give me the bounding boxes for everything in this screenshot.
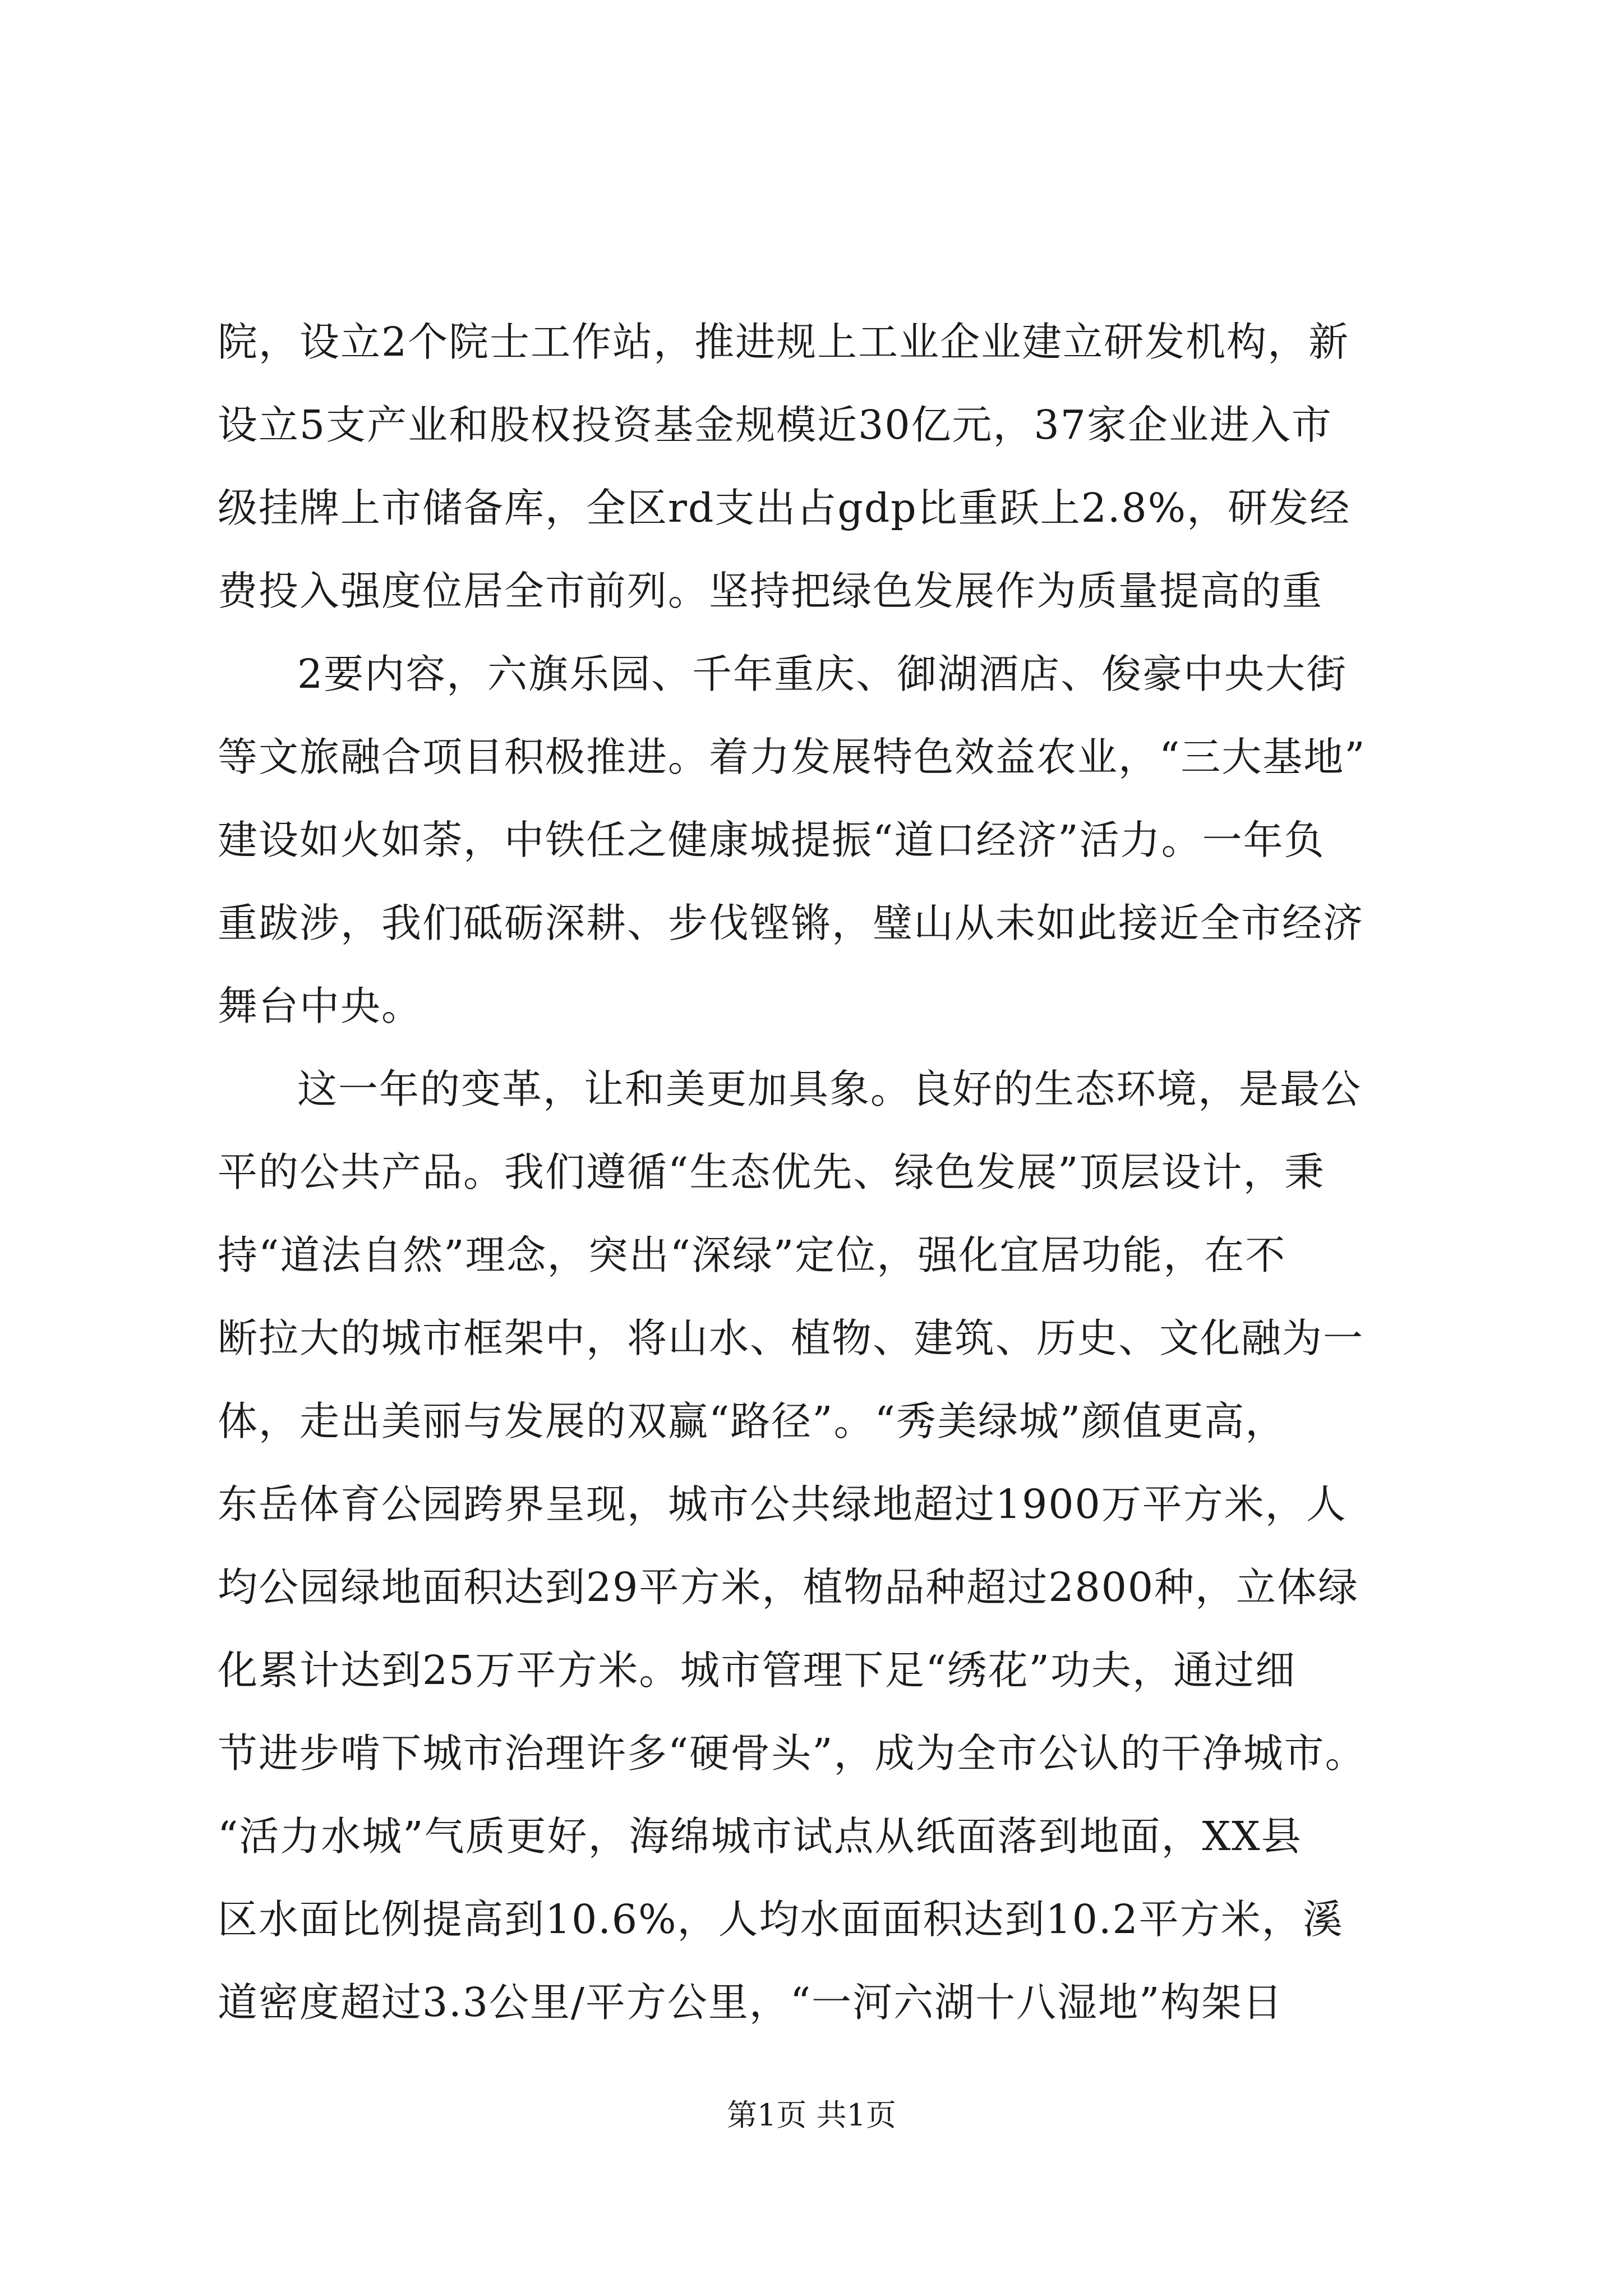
text-line: 建设如火如荼，中铁任之健康城提振“道口经济”活力。一年负 (218, 817, 1325, 863)
text-line: 化累计达到25万平方米。城市管理下足“绣花”功夫，通过细 (218, 1647, 1296, 1694)
text-line: 道密度超过3.3公里/平方公里，“一河六湖十八湿地”构架日 (218, 1979, 1284, 2026)
text-line: 等文旅融合项目积极推进。着力发展特色效益农业，“三大基地” (218, 734, 1366, 780)
text-line: 平的公共产品。我们遵循“生态优先、绿色发展”顶层设计，秉 (218, 1149, 1325, 1195)
text-line: 舞台中央。 (218, 983, 423, 1029)
text-line: “活力水城”气质更好，海绵城市试点从纸面落到地面，XX县 (218, 1813, 1302, 1860)
text-line: 东岳体育公园跨界呈现，城市公共绿地超过1900万平方米，人 (218, 1481, 1347, 1527)
text-line: 设立5支产业和股权投资基金规模近30亿元，37家企业进入市 (218, 402, 1332, 448)
text-line: 节进步啃下城市治理许多“硬骨头”，成为全市公认的干净城市。 (218, 1730, 1366, 1777)
text-line: 断拉大的城市框架中，将山水、植物、建筑、历史、文化融为一 (218, 1315, 1364, 1361)
text-line: 持“道法自然”理念，突出“深绿”定位，强化宜居功能，在不 (218, 1232, 1287, 1278)
text-line: 重跋涉，我们砥砺深耕、步伐铿锵，璧山从未如此接近全市经济 (218, 900, 1364, 946)
text-line: 这一年的变革，让和美更加具象。良好的生态环境，是最公 (297, 1066, 1362, 1112)
text-line: 级挂牌上市储备库，全区rd支出占gdp比重跃上2.8%，研发经 (218, 485, 1351, 531)
text-line: 体，走出美丽与发展的双赢“路径”。“秀美绿城”颜值更高， (218, 1398, 1287, 1444)
text-line: 2要内容，六旗乐园、千年重庆、御湖酒店、俊豪中央大街 (297, 651, 1348, 697)
text-line: 区水面比例提高到10.6%，人均水面面积达到10.2平方米，溪 (218, 1896, 1344, 1943)
page-footer: 第1页 共1页 (727, 2097, 896, 2133)
text-line: 院，设立2个院士工作站，推进规上工业企业建立研发机构，新 (218, 319, 1350, 365)
text-line: 均公园绿地面积达到29平方米，植物品种超过2800种，立体绿 (218, 1564, 1359, 1611)
text-line: 费投入强度位居全市前列。坚持把绿色发展作为质量提高的重 (218, 568, 1324, 614)
document-body (218, 301, 1418, 2044)
